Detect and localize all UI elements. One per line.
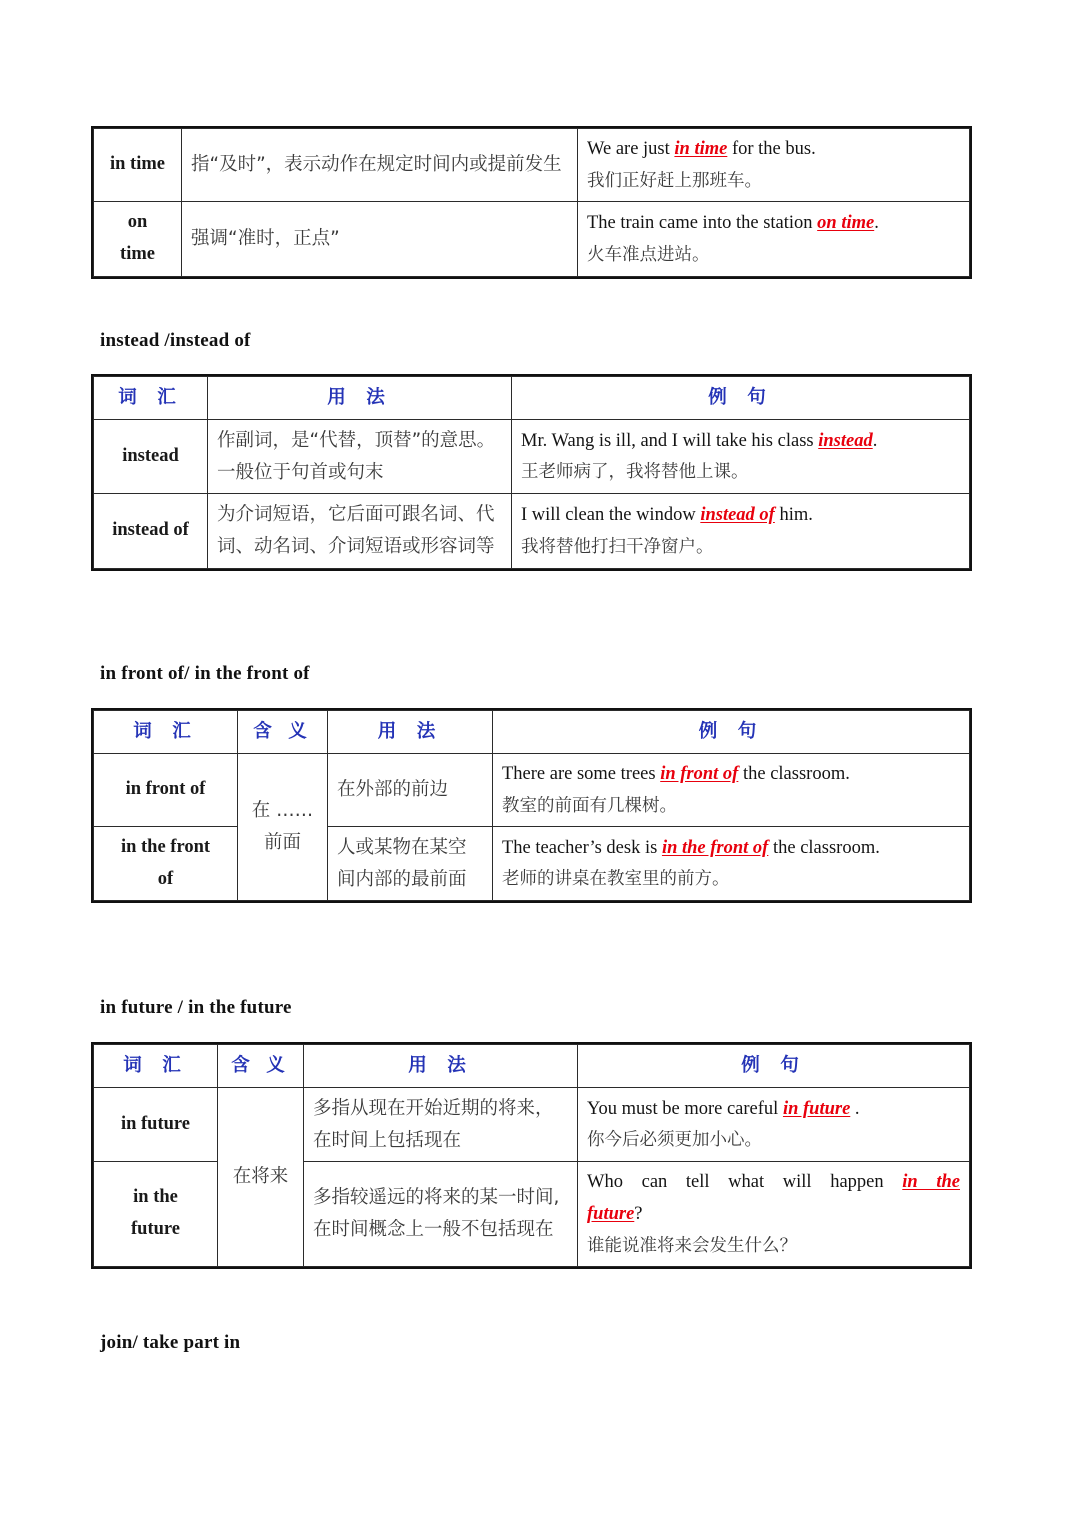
example-english	[587, 1094, 960, 1126]
column-header-vocabulary: 词 汇	[94, 1045, 218, 1088]
highlight-phrase: in front of	[660, 763, 739, 784]
column-header-usage: 用 法	[328, 711, 493, 754]
example-chinese: 王老师病了，我将替他上课。	[521, 462, 749, 483]
example-cell	[578, 1087, 970, 1162]
example-chinese: 你今后必须更加小心。	[587, 1130, 762, 1151]
meaning-cell: 在将来	[218, 1087, 304, 1266]
table-in-time-on-time	[93, 128, 970, 277]
example-text-before: You must be more careful	[587, 1098, 783, 1119]
table-row	[94, 201, 970, 276]
example-english	[587, 134, 960, 166]
highlight-phrase: on time	[817, 212, 875, 233]
table-header-row	[94, 1045, 970, 1088]
column-header-meaning: 含 义	[238, 711, 328, 754]
term-line-2: future	[131, 1219, 180, 1240]
highlight-phrase: instead of	[700, 505, 775, 526]
example-cell	[493, 753, 970, 826]
column-header-meaning: 含 义	[218, 1045, 304, 1088]
table-row	[94, 753, 970, 826]
example-english-line-1	[587, 1167, 960, 1199]
usage-cell: 多指较遥远的将来的某一时间, 在时间概念上一般不包括现在	[304, 1162, 578, 1267]
column-header-usage: 用 法	[304, 1045, 578, 1088]
example-text-after: him.	[774, 505, 813, 526]
example-text-after: .	[850, 1098, 860, 1119]
example-text-before: The train came into the station	[587, 212, 818, 233]
highlight-phrase: in future	[782, 1098, 851, 1119]
example-english	[587, 208, 960, 240]
column-header-examples: 例 句	[512, 377, 970, 420]
example-text-before: There are some trees	[502, 763, 661, 784]
example-chinese: 我将替他打扫干净窗户。	[521, 537, 714, 558]
usage-cell: 作副词，是“代替，顶替”的意思。一般位于句首或句末	[208, 419, 512, 494]
term-cell	[94, 1162, 218, 1267]
term-cell: instead	[94, 419, 208, 494]
example-cell	[493, 826, 970, 901]
heading-join: join/ take part in	[100, 1332, 241, 1353]
usage-cell: 为介词短语，它后面可跟名词、代词、动名词、介词短语或形容词等	[208, 494, 512, 569]
term-cell: instead of	[94, 494, 208, 569]
example-chinese: 火车准点进站。	[587, 244, 710, 265]
heading-in-front-of: in front of/ in the front of	[100, 663, 310, 684]
example-chinese: 谁能说准将来会发生什么？	[587, 1236, 797, 1257]
meaning-line-2: 前面	[263, 832, 301, 854]
table-instead	[93, 376, 970, 569]
table-in-future	[93, 1044, 970, 1267]
example-text-after: .	[872, 430, 878, 451]
term-line-1: on	[127, 211, 148, 232]
example-text-after: the classroom.	[768, 837, 880, 858]
example-chinese: 教室的前面有几棵树。	[502, 795, 677, 816]
example-english	[502, 759, 960, 791]
column-header-examples: 例 句	[578, 1045, 970, 1088]
column-header-usage: 用 法	[208, 377, 512, 420]
example-cell	[578, 201, 970, 276]
column-header-examples: 例 句	[493, 711, 970, 754]
term-cell: in front of	[94, 753, 238, 826]
heading-in-future: in future / in the future	[100, 997, 292, 1018]
example-text-after: for the bus.	[727, 139, 816, 159]
term-line-1: in the front	[120, 836, 211, 857]
term-line-2: time	[120, 243, 155, 264]
column-header-vocabulary: 词 汇	[94, 711, 238, 754]
meaning-line-1: 在 ……	[251, 800, 314, 822]
table-row	[94, 494, 970, 569]
term-cell	[94, 201, 182, 276]
example-text-after: ?	[634, 1204, 643, 1225]
usage-cell: 指“及时”，表示动作在规定时间内或提前发生	[182, 129, 578, 202]
table-in-front-of	[93, 710, 970, 901]
table-row	[94, 826, 970, 901]
term-cell: in future	[94, 1087, 218, 1162]
table-header-row	[94, 711, 970, 754]
table-header-row	[94, 377, 970, 420]
example-cell	[578, 129, 970, 202]
example-text-before: Mr. Wang is ill, and I will take his class	[521, 430, 819, 451]
example-english	[521, 500, 960, 532]
example-text-before: The teacher’s desk is	[502, 837, 662, 858]
meaning-cell	[238, 753, 328, 901]
example-cell	[512, 494, 970, 569]
highlight-phrase: instead	[818, 430, 873, 451]
example-english-line-2	[587, 1199, 960, 1231]
usage-cell: 强调“准时，正点”	[182, 201, 578, 276]
term-cell: in time	[94, 129, 182, 202]
highlight-phrase-part-1: in the	[902, 1172, 960, 1193]
table-row	[94, 129, 970, 202]
heading-instead: instead /instead of	[100, 330, 251, 351]
table-row	[94, 1087, 970, 1162]
example-text-before: I will clean the window	[521, 505, 701, 526]
usage-cell: 在外部的前边	[328, 753, 493, 826]
highlight-phrase: in time	[674, 139, 728, 159]
example-chinese: 老师的讲桌在教室里的前方。	[502, 869, 730, 890]
example-text-before: Who can tell what will happen	[587, 1172, 903, 1193]
example-english	[521, 426, 960, 458]
term-line-2: of	[157, 868, 174, 889]
usage-cell: 人或某物在某空间内部的最前面	[328, 826, 493, 901]
example-text-before: We are just	[587, 139, 675, 159]
example-english	[502, 833, 960, 865]
usage-cell: 多指从现在开始近期的将来，在时间上包括现在	[304, 1087, 578, 1162]
term-cell	[94, 826, 238, 901]
table-row	[94, 419, 970, 494]
term-line-1: in the	[133, 1187, 178, 1208]
example-cell	[578, 1162, 970, 1267]
example-chinese: 我们正好赶上那班车。	[587, 170, 762, 191]
example-text-after: the classroom.	[738, 763, 850, 784]
column-header-vocabulary: 词 汇	[94, 377, 208, 420]
example-text-after: .	[874, 212, 879, 233]
highlight-phrase: in the front of	[661, 837, 769, 858]
highlight-phrase-part-2: future	[587, 1204, 635, 1225]
example-cell	[512, 419, 970, 494]
